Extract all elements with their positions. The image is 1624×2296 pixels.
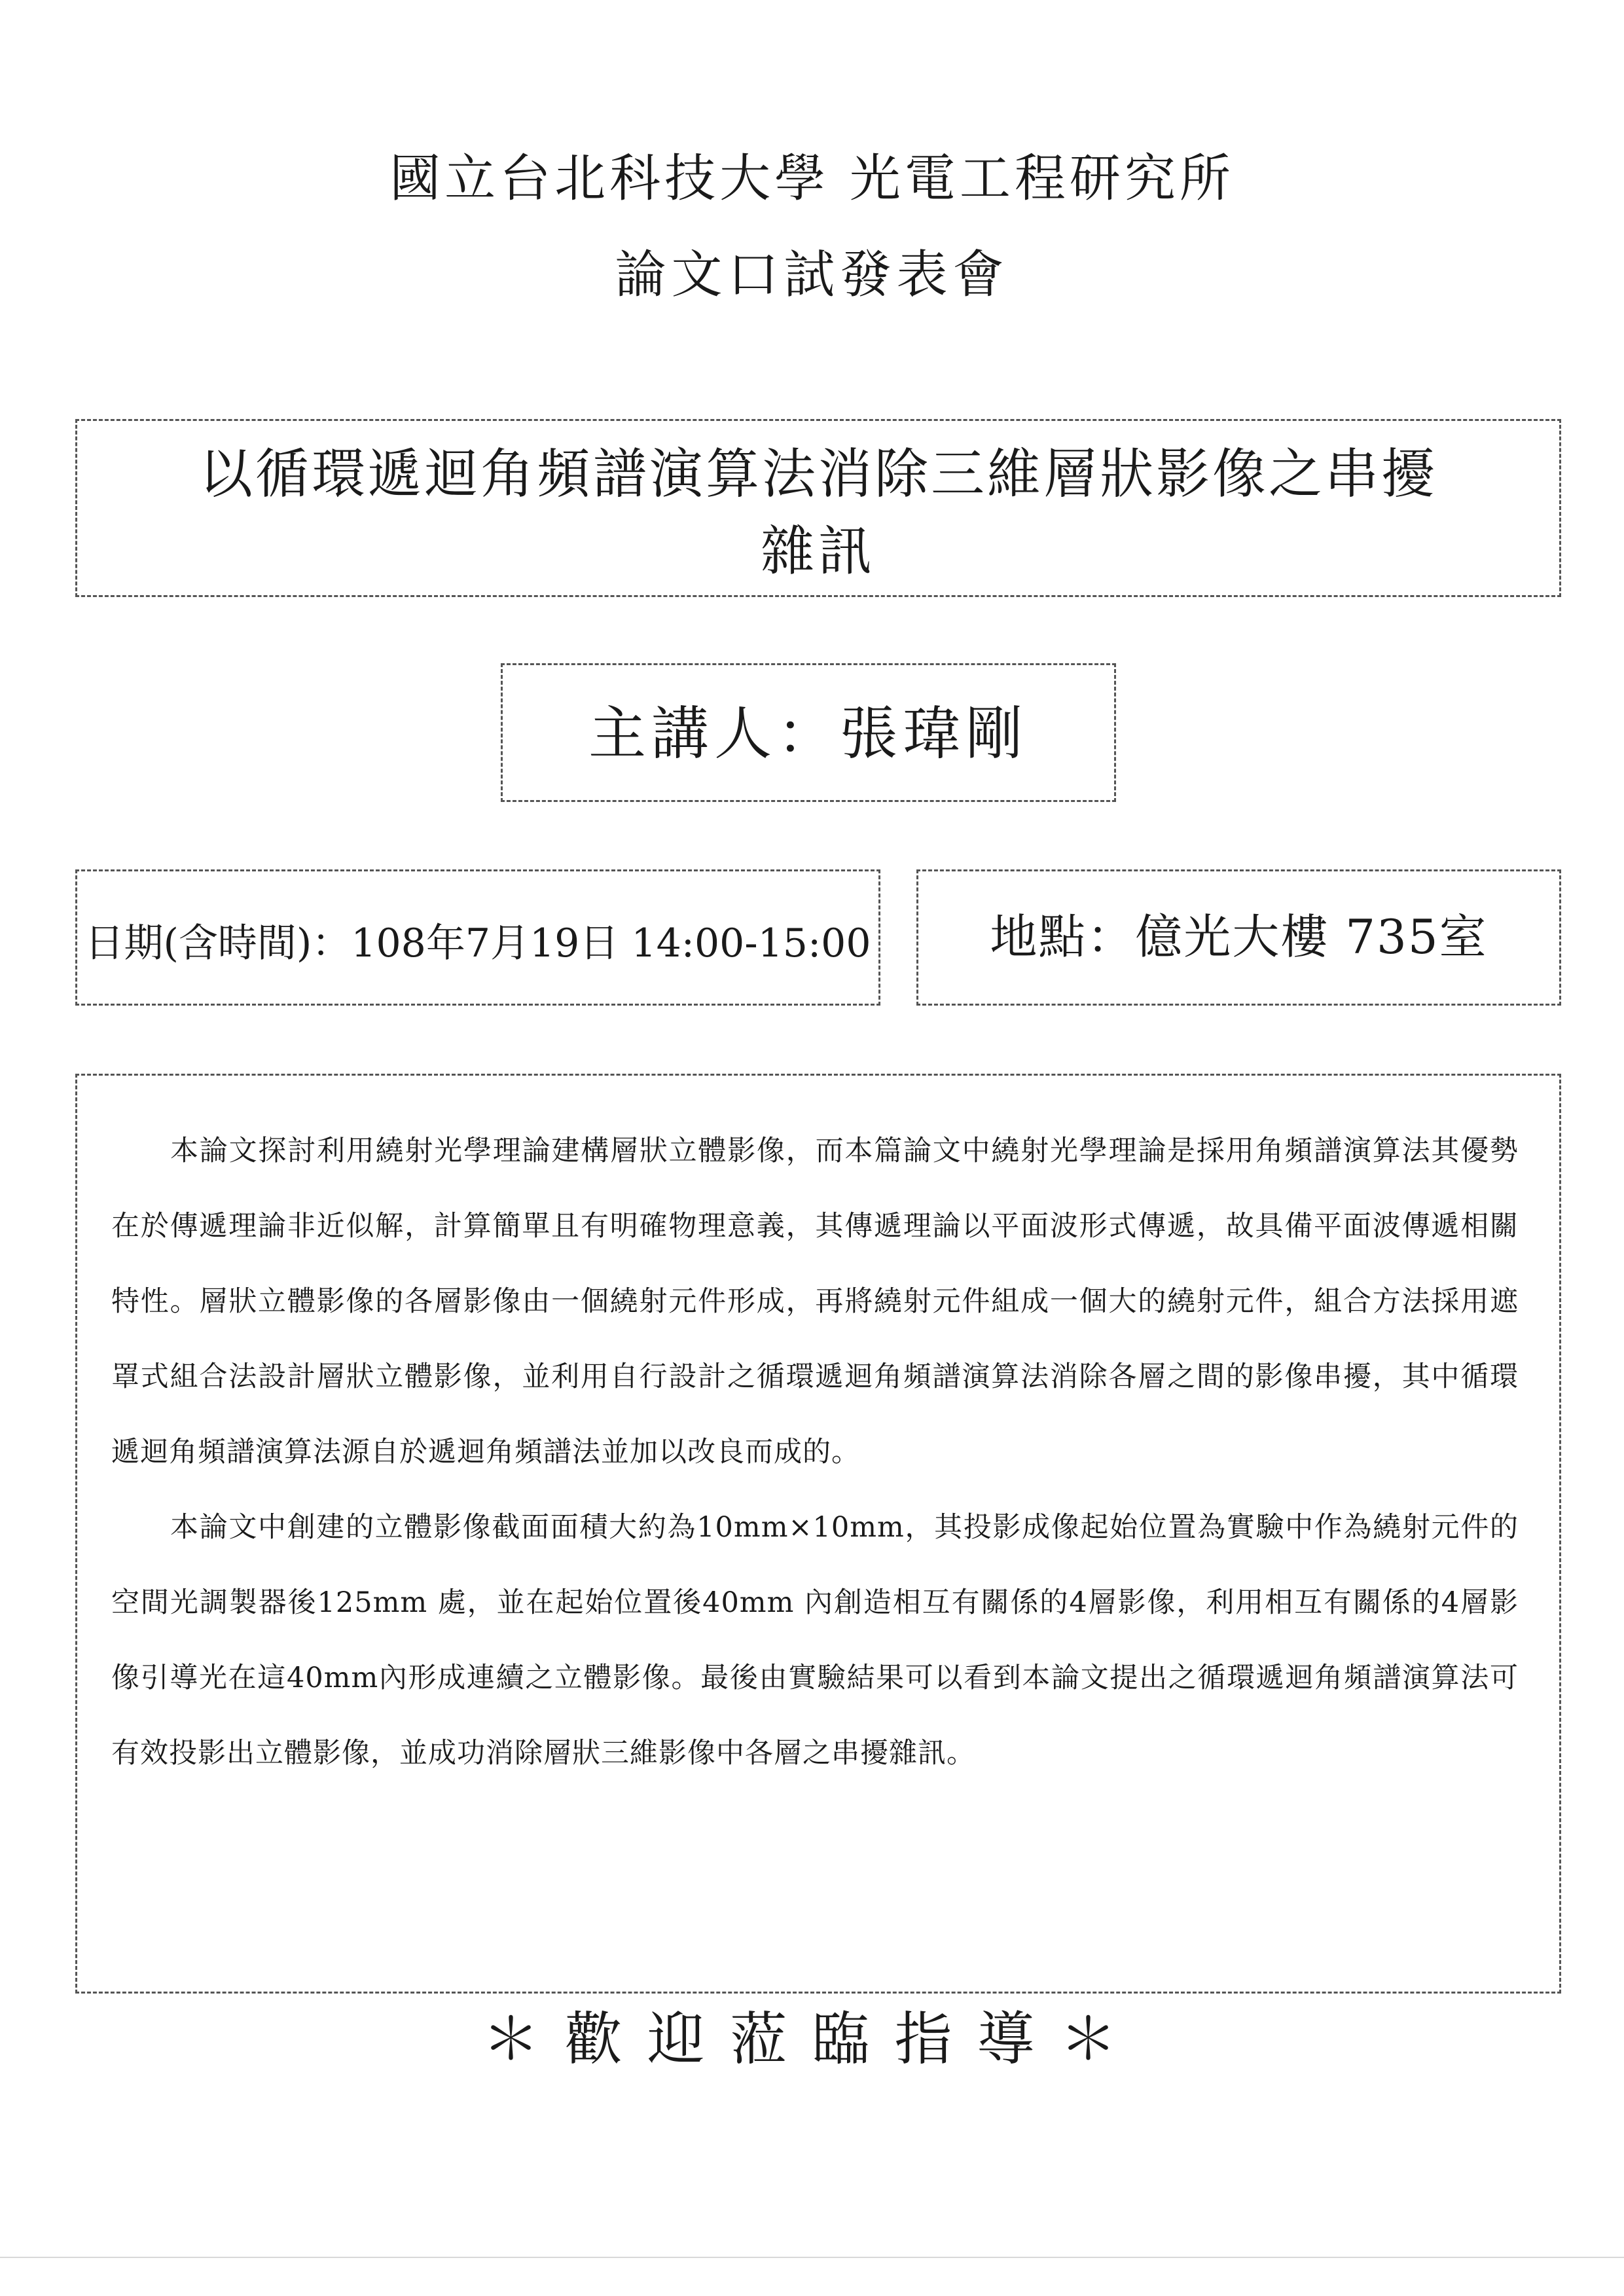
speaker-box — [501, 663, 1116, 802]
abstract-paragraph-1: 本論文探討利用繞射光學理論建構層狀立體影像，而本篇論文中繞射光學理論是採用角頻譜演算法其優勢在於傳遞理論非近似解，計算簡單且有明確物理意義，其傳遞理論以平面波形式傳遞，故具備平面波傳遞相關特性。層狀立體影像的各層影像由一個繞射元件形成，再將繞射元件組成一個大的繞射元件，組合方法採用遮罩式組合法設計層狀立體影像，並利用自行設計之循環遞迴角頻譜演算法消除各層之間的影像串擾，其中循環遞迴角頻譜演算法源自於遞迴角頻譜法並加以改良而成的。 — [111, 1135, 1519, 1468]
thesis-title-line-2: 雜訊 — [760, 520, 876, 583]
scan-edge-line — [0, 2257, 1624, 2258]
place-box — [916, 869, 1561, 1006]
thesis-title-line-1: 以循環遞迴角頻譜演算法消除三維層狀影像之串擾 — [198, 443, 1437, 505]
place-text: 地點：億光大樓 735室 — [990, 909, 1488, 964]
abstract-paragraph-2: 本論文中創建的立體影像截面面積大約為10mm×10mm，其投影成像起始位置為實驗中作為繞射元件的空間光調製器後125mm 處，並在起始位置後40mm 內創造相互有關係的4層影像，利用相互有關係的4層影像引導光在這40mm內形成連續之立體影像。最後由實驗結果可以看到本論文提出之循環遞迴角頻譜演算法可有效投影出立體影像，並成功消除層狀三維影像中各層之串擾雜訊。 — [111, 1511, 1519, 1770]
date-box — [75, 869, 880, 1006]
university-department-heading: 國立台北科技大學 光電工程研究所 — [389, 149, 1235, 208]
speaker-name: 主講人：張瑋剛 — [588, 700, 1028, 767]
abstract-box — [75, 1074, 1561, 1994]
date-time-text: 日期(含時間)：108年7月19日 14:00-15:00 — [84, 920, 871, 966]
abstract-content — [111, 1114, 1519, 1791]
event-heading: 論文口試發表會 — [615, 246, 1009, 304]
thesis-title-box — [75, 419, 1561, 597]
welcome-message: ＊歡迎蒞臨指導＊ — [482, 2005, 1142, 2073]
